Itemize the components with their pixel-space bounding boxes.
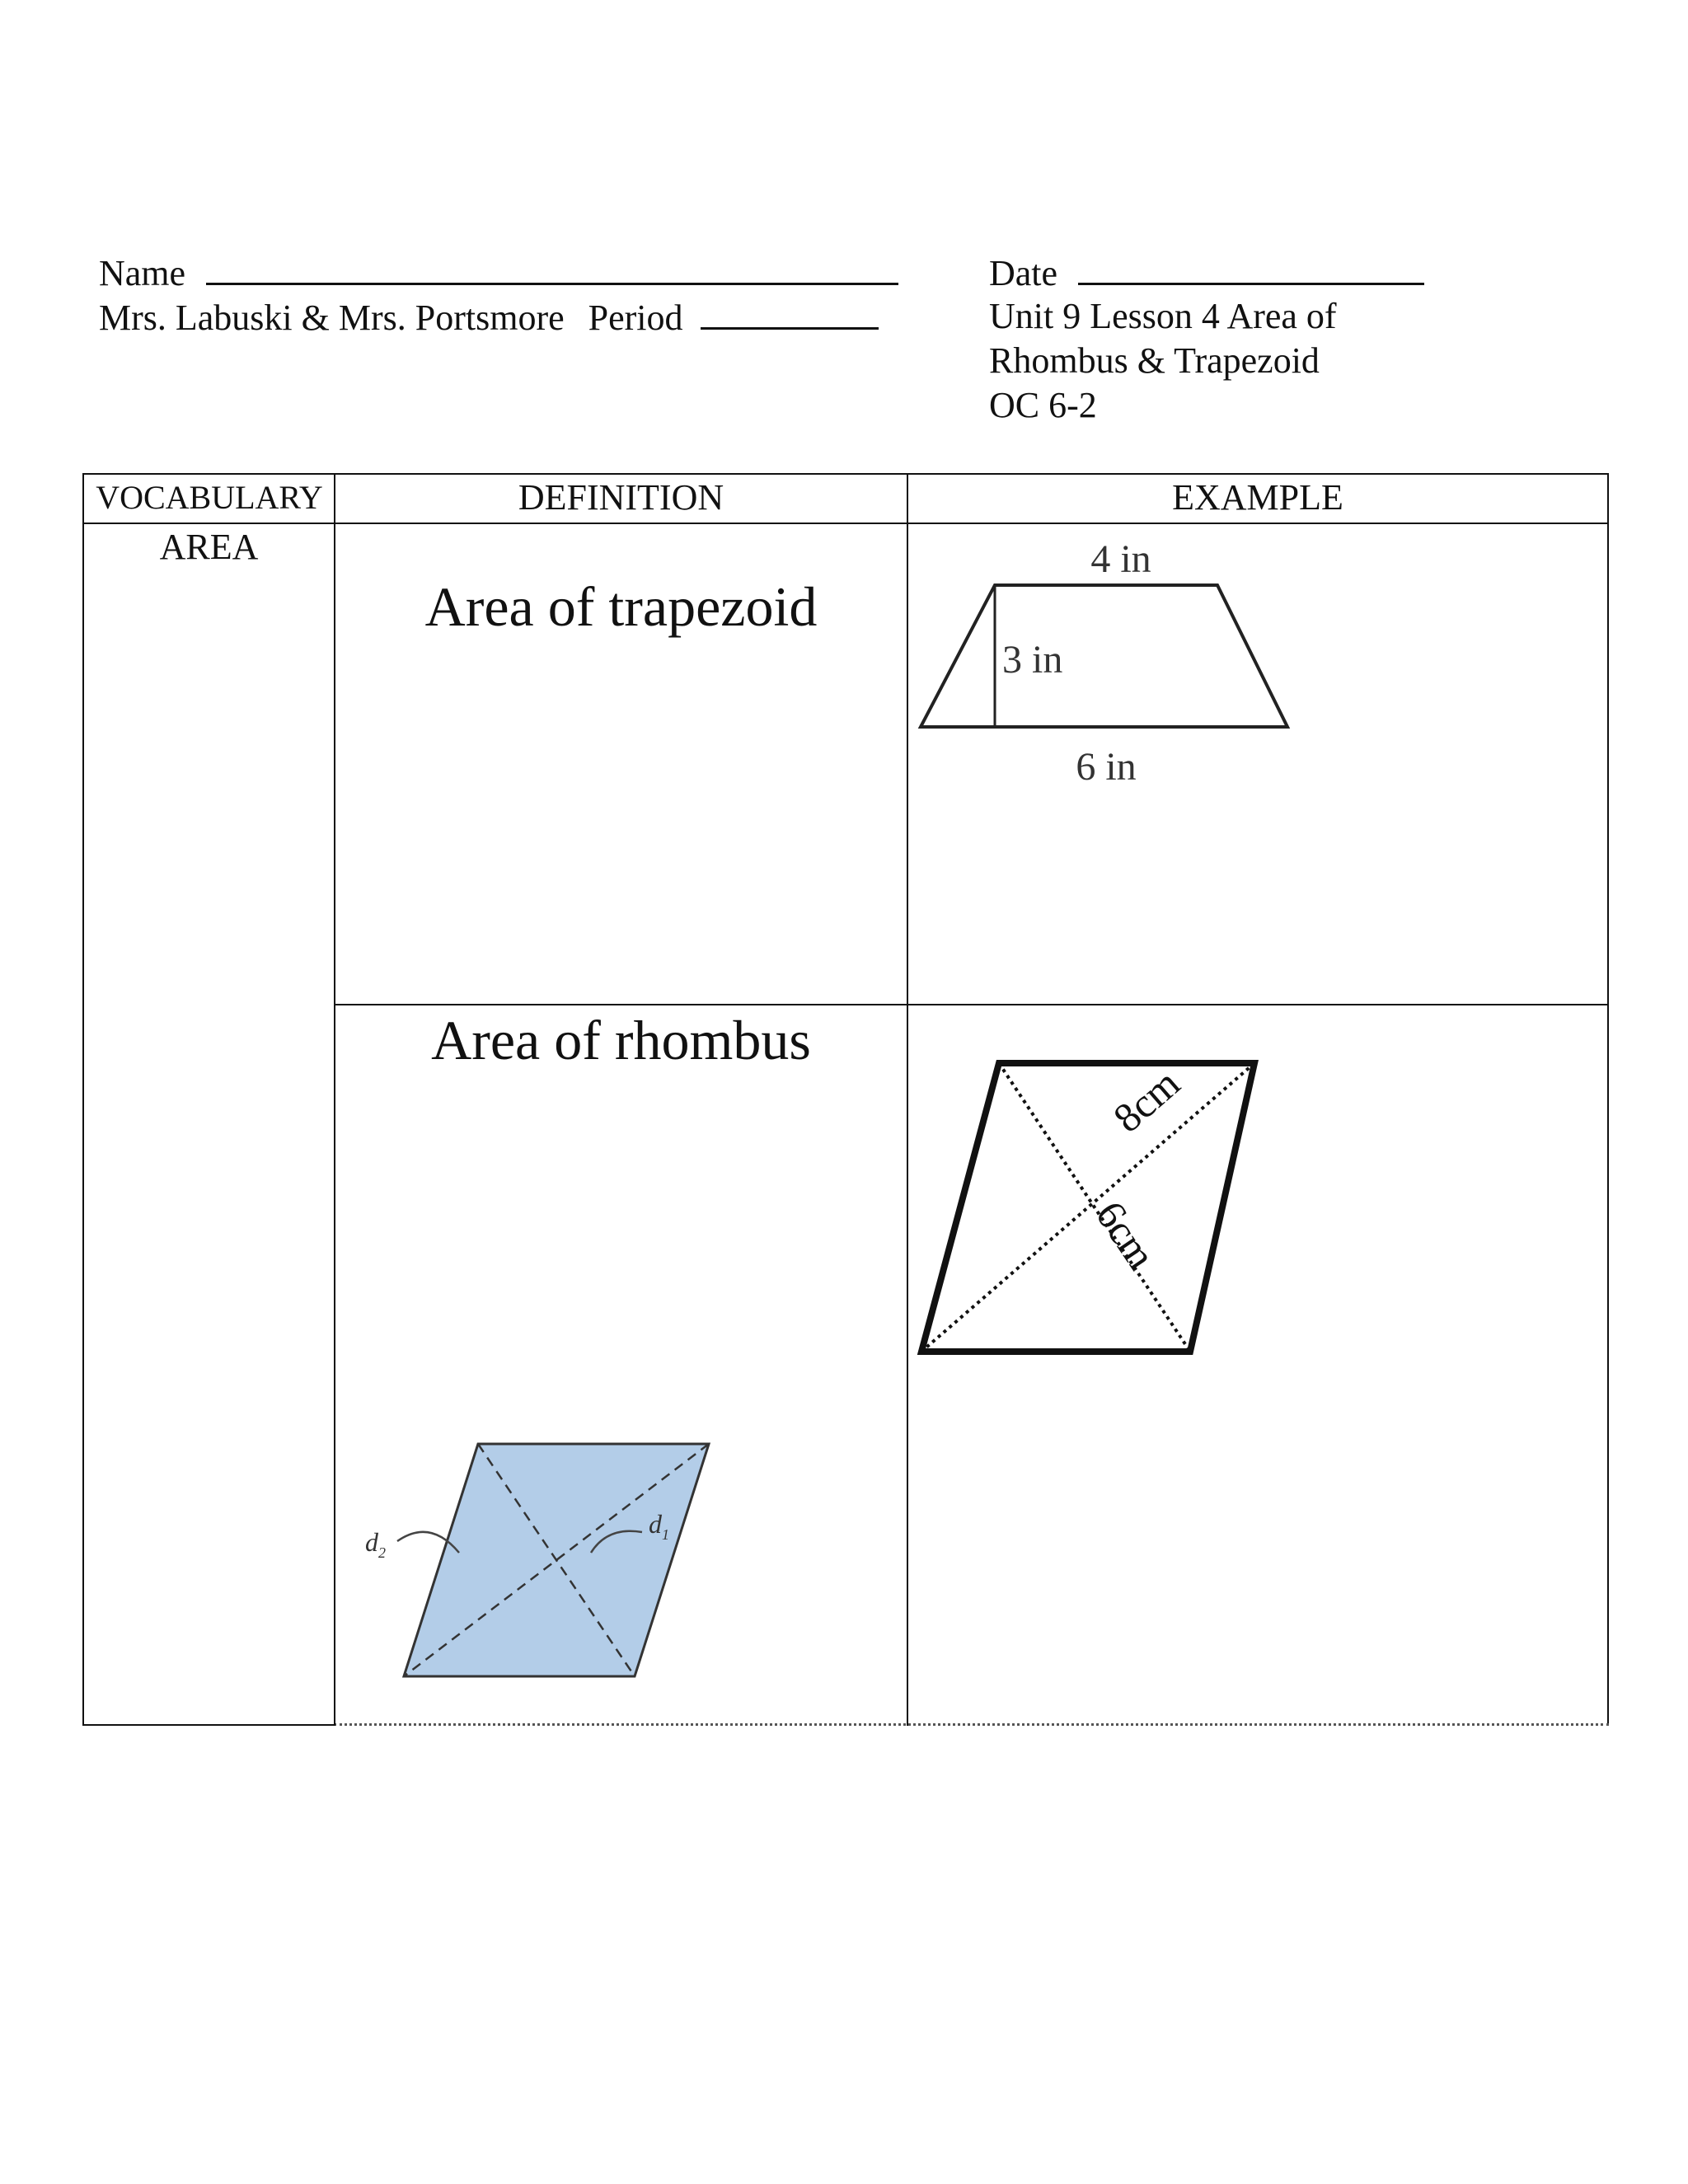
vocabulary-table [82,473,1609,1726]
d2-label-main: d [365,1527,378,1557]
name-blank[interactable] [206,250,898,285]
table-border-right [1607,473,1609,1726]
trapezoid-example-work-area[interactable] [912,803,1604,1001]
name-label: Name [99,253,186,293]
teacher-period-line [99,294,879,340]
teachers-label: Mrs. Labuski & Mrs. Portsmore [99,298,565,338]
period-blank[interactable] [701,294,879,330]
date-label: Date [989,253,1058,293]
vocabulary-term-area: AREA [159,527,259,567]
d2-label [365,1527,386,1561]
table-border-bottom-left [82,1724,334,1726]
rhombus-diagonal-long [921,1063,1254,1352]
rhombus-diagonal-2-label: 6cm [1086,1193,1165,1277]
column-header-example: EXAMPLE [1172,477,1343,518]
trapezoid-shape [921,585,1287,727]
rhombus-diagonal-1-label: 8cm [1104,1059,1189,1141]
d2-label-sub: 2 [378,1544,386,1561]
period-label: Period [588,298,683,338]
d1-label-main: d [649,1509,662,1539]
table-border-left [82,473,84,1726]
rhombus-definition-diagram [335,1355,907,1718]
lesson-title-line2: Rhombus & Trapezoid [989,340,1320,381]
name-line [99,250,898,296]
column-header-vocabulary: VOCABULARY [96,479,323,516]
trapezoid-definition-answer-area[interactable] [338,654,903,1001]
table-border-top [82,473,1609,475]
column-header-definition: DEFINITION [518,477,724,518]
trapezoid-bottom-base-label: 6 in [1076,745,1137,789]
trapezoid-height-label: 3 in [1002,638,1063,682]
trapezoid-top-base-label: 4 in [1090,537,1151,581]
trapezoid-definition-title: Area of trapezoid [424,575,818,638]
rhombus-definition-title: Area of rhombus [431,1009,811,1071]
date-blank[interactable] [1078,250,1424,285]
lesson-title-line3: OC 6-2 [989,385,1097,425]
d1-label-sub: 1 [662,1526,669,1543]
rhombus-definition-answer-area[interactable] [338,1083,903,1355]
rhombus-example-work-area[interactable] [912,1363,1604,1718]
date-line [989,250,1424,296]
rhombus-example-shape [921,1063,1254,1352]
table-border-bottom-dotted [334,1723,1609,1726]
lesson-title-line1: Unit 9 Lesson 4 Area of [989,296,1337,336]
